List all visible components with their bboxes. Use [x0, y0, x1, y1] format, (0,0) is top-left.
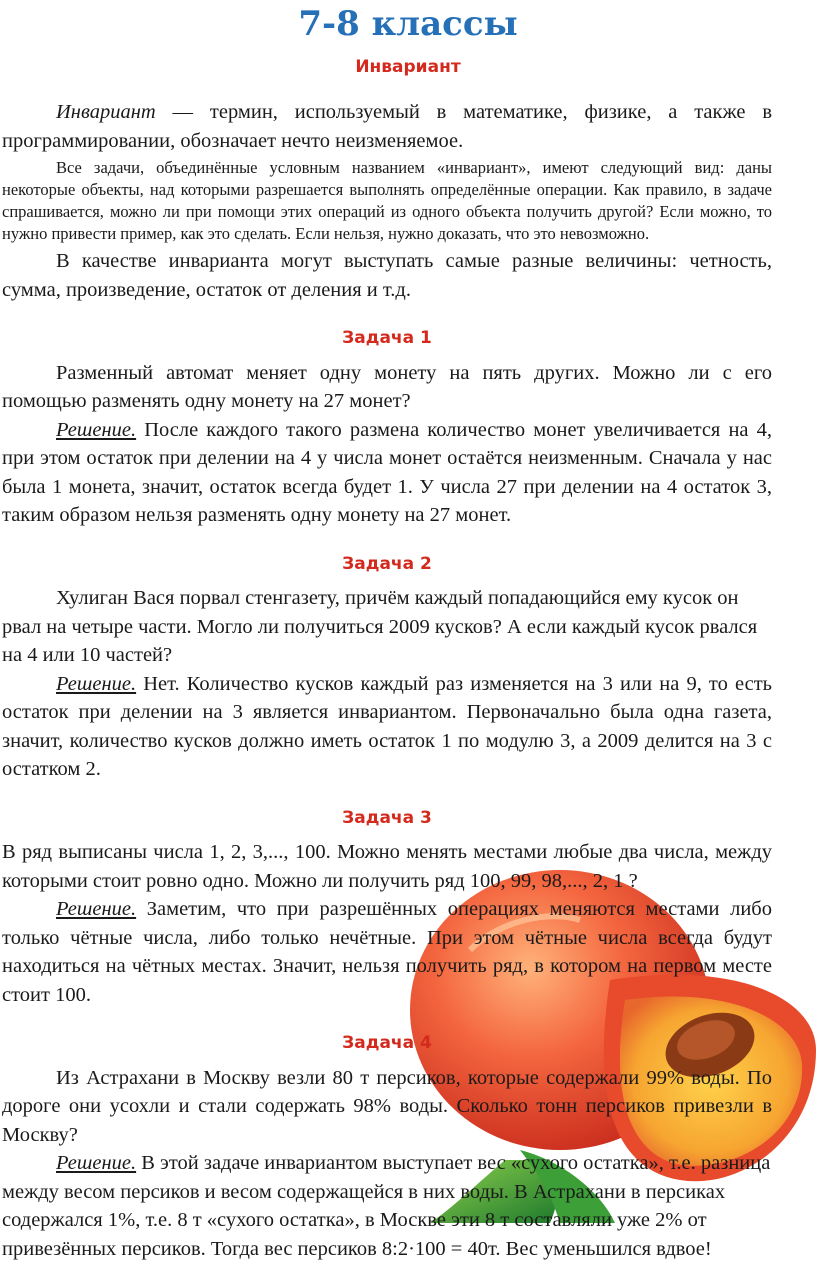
- task-solution: [2, 670, 772, 784]
- solution-text: Нет. Количество кусков каждый раз изменяется на 3 или на 9, то есть остаток при делении на 3 является инвариантом. Первоначально была одна газета, значит, количество кусков должно иметь остаток 1 по модулю 3, а 2009 делится на 3 с остатком 2.: [2, 672, 772, 780]
- solution-label: Решение.: [56, 672, 137, 695]
- task-problem: Из Астрахани в Москву везли 80 т персиков, которые содержали 99% воды. По дороге они усохли и стали содержать 98% воды. Сколько тонн персиков привезли в Москву?: [2, 1066, 772, 1146]
- task-1: [2, 324, 772, 530]
- task-problem: Разменный автомат меняет одну монету на пять других. Можно ли с его помощью разменять одну монету на 27 монет?: [2, 361, 772, 412]
- solution-text: В этой задаче инвариантом выступает вес «сухого остатка», т.е. разница между весом персиков и весом содержащейся в них воды. В Астрахани в персиках содержался 1%, т.е. 8 т «сухого остатка», в Москве эти 8 т составляли уже 2% от привезённых персиков. Тогда вес персиков 8:2·100 = 40т. Вес уменьшился вдвое!: [2, 1152, 771, 1260]
- definition-text: — термин, используемый в математике, физике, а также в программировании, обозначает нечто неизменяемое.: [2, 101, 772, 152]
- intro-general: Все задачи, объединённые условным названием «инвариант», имеют следующий вид: даны некоторые объекты, над которыми разрешается выполнять определённые операции. Как правило, в задаче спрашивается, можно ли при помощи этих операций из одного объекта получить другой? Если можно, то нужно привести пример, как это сделать. Если нельзя, нужно доказать, что это невозможно.: [2, 158, 772, 243]
- solution-label: Решение.: [56, 1152, 137, 1174]
- intro-quantities: В качестве инварианта могут выступать самые разные величины: четность, сумма, произведение, остаток от деления и т.д.: [2, 250, 772, 301]
- solution-label: Решение.: [56, 898, 137, 920]
- task-heading: Задача 3: [342, 807, 432, 828]
- task-3: [2, 804, 772, 1010]
- task-solution: [2, 416, 772, 530]
- task-4: [2, 1029, 772, 1263]
- article-body: [2, 98, 772, 1263]
- task-heading: Задача 4: [342, 1033, 432, 1053]
- intro-definition: [2, 98, 772, 155]
- solution-text: После каждого такого размена количество монет увеличивается на 4, при этом остаток при делении на 4 у числа монет остаётся неизменным. Сначала у нас была 1 монета, значит, остаток всегда будет 1. У числа 27 при делении на 4 остаток 3, таким образом нельзя разменять одну монету на 27 монет.: [2, 418, 772, 526]
- solution-text: Заметим, что при разрешённых операциях меняются местами либо только чётные числа, либо только нечётные. При этом чётные числа всегда будут находиться на чётных местах. Значит, нельзя получить ряд, в котором на первом месте стоит 100.: [2, 898, 772, 1006]
- task-problem: В ряд выписаны числа 1, 2, 3,..., 100. Можно менять местами любые два числа, между которыми стоит ровно одно. Можно ли получить ряд 100, 99, 98,..., 2, 1 ?: [2, 841, 772, 892]
- page-title: 7-8 классы: [298, 4, 518, 44]
- task-heading: Задача 1: [342, 328, 432, 348]
- task-2: [2, 550, 772, 784]
- task-heading: Задача 2: [342, 553, 432, 574]
- task-solution: [2, 1149, 772, 1263]
- task-problem: Хулиган Вася порвал стенгазету, причём каждый попадающийся ему кусок он рвал на четыре части. Могло ли получиться 2009 кусков? А если каждый кусок рвался на 4 или 10 частей?: [2, 587, 758, 666]
- solution-label: Решение.: [56, 418, 137, 441]
- task-solution: [2, 895, 772, 1009]
- page-subtitle: Инвариант: [355, 57, 461, 77]
- term-label: Инвариант: [56, 101, 156, 123]
